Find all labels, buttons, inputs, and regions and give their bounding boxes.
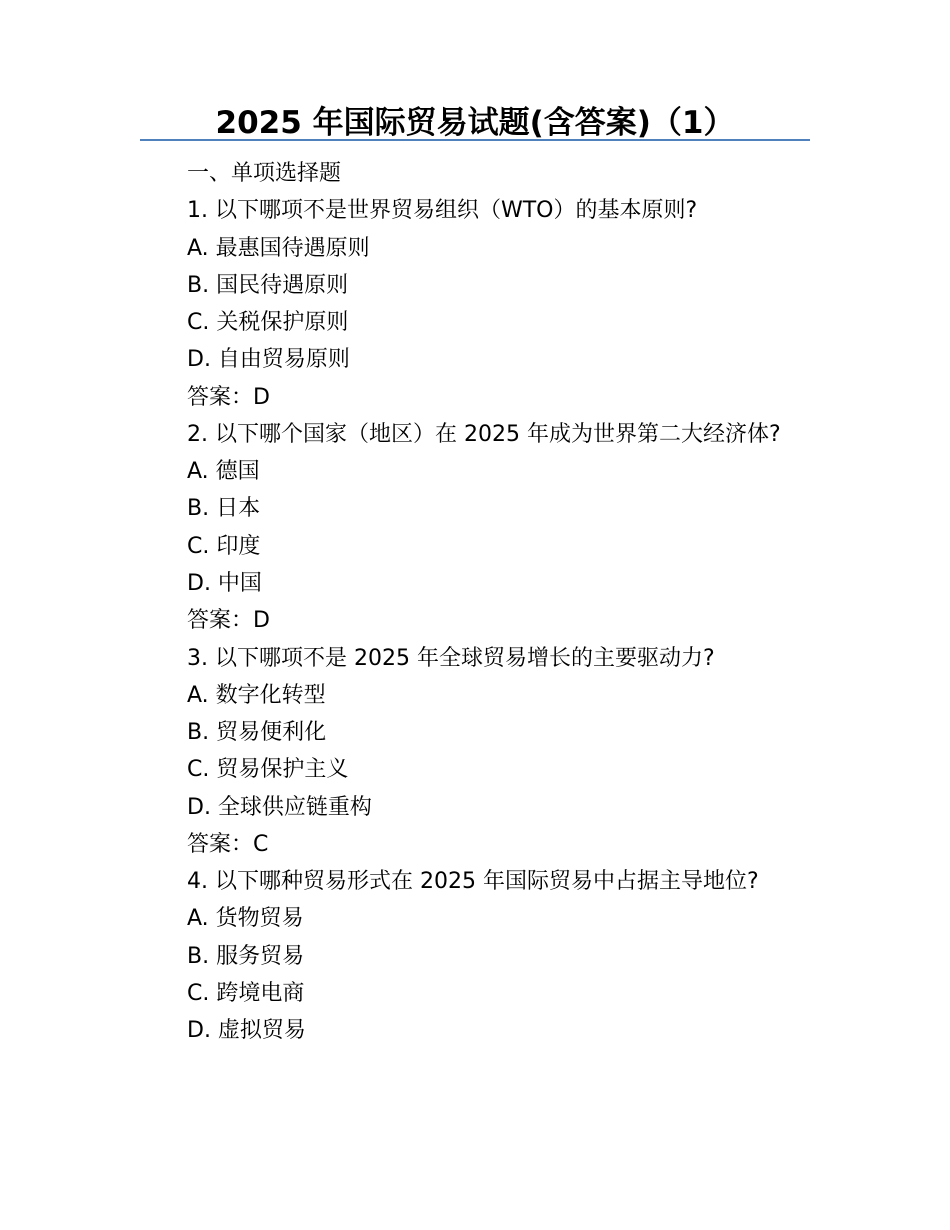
question-3-option-d: D. 全球供应链重构: [187, 794, 372, 820]
question-2-answer: 答案：D: [187, 608, 270, 634]
question-1: 1. 以下哪项不是世界贸易组织（WTO）的基本原则?: [187, 198, 698, 224]
document-title: 2025 年国际贸易试题(含答案)（1）: [215, 105, 735, 141]
question-1-option-a: A. 最惠国待遇原则: [187, 235, 370, 261]
question-3: 3. 以下哪项不是 2025 年全球贸易增长的主要驱动力?: [187, 645, 715, 671]
question-2-option-c: C. 印度: [187, 533, 261, 559]
question-2-option-b: B. 日本: [187, 496, 261, 522]
question-4-option-b: B. 服务贸易: [187, 943, 305, 969]
question-3-answer: 答案：C: [187, 832, 269, 858]
question-2-option-a: A. 德国: [187, 459, 260, 485]
question-3-option-a: A. 数字化转型: [187, 682, 326, 708]
document-body: [140, 155, 810, 1050]
section-heading: 一、单项选择题: [187, 161, 342, 186]
question-1-option-c: C. 关税保护原则: [187, 310, 349, 336]
question-3-option-b: B. 贸易便利化: [187, 720, 327, 746]
question-1-answer: 答案：D: [187, 384, 270, 410]
question-4-option-a: A. 货物贸易: [187, 906, 304, 932]
question-1-option-b: B. 国民待遇原则: [187, 272, 349, 298]
question-3-option-c: C. 贸易保护主义: [187, 757, 349, 783]
title-underline: [140, 139, 810, 141]
question-2: 2. 以下哪个国家（地区）在 2025 年成为世界第二大经济体?: [187, 422, 781, 448]
question-4: 4. 以下哪种贸易形式在 2025 年国际贸易中占据主导地位?: [187, 869, 759, 895]
question-4-option-c: C. 跨境电商: [187, 980, 305, 1006]
question-4-option-d: D. 虚拟贸易: [187, 1018, 306, 1044]
question-2-option-d: D. 中国: [187, 570, 262, 596]
question-1-option-d: D. 自由贸易原则: [187, 347, 350, 373]
